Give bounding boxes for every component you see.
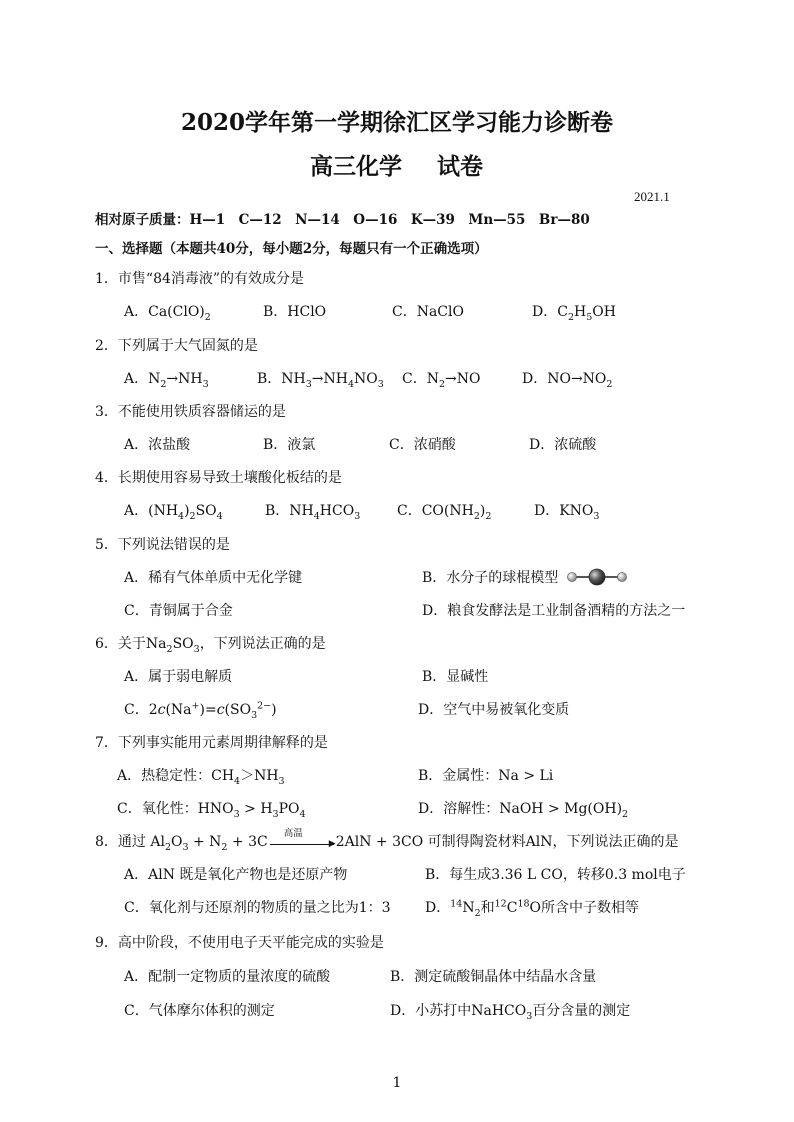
option-a: A．配制一定物质的量浓度的硫酸 [124, 969, 331, 985]
question-stem: 4．长期使用容易导致土壤酸化板结的是 [95, 470, 342, 486]
atomic-mass-line: 相对原子质量：H—1 C—12 N—14 O—16 K—39 Mn—55 Br—80 [95, 212, 590, 228]
option-b: B．$NH_4HCO_3$ [265, 503, 361, 522]
option-a: A．浓盐酸 [124, 437, 191, 453]
option-d: D．小苏打中NaHCO$_3$百分含量的测定 [390, 1003, 631, 1022]
option-b: B．显碱性 [422, 669, 489, 685]
option-d: D．$NO\to NO_2$ [522, 371, 613, 390]
option-a: A．AlN 既是氧化产物也是还原产物 [124, 867, 348, 883]
option-d: D．空气中易被氧化变质 [418, 702, 570, 718]
option-b: B．金属性：Na > Li [418, 768, 554, 784]
option-c: C．气体摩尔体积的测定 [124, 1003, 275, 1019]
reaction-arrow [270, 828, 336, 849]
question-stem: 5．下列说法错误的是 [95, 537, 230, 553]
option-b: B．每生成3.36 L CO，转移0.3 mol电子 [425, 867, 686, 883]
option-c: C．NaClO [392, 304, 464, 320]
option-d: D．粮食发酵法是工业制备酒精的方法之一 [422, 603, 686, 619]
option-d: D．$C_2H_5OH$ [532, 304, 616, 323]
exam-subject: 高三化学 [310, 153, 402, 180]
option-b: B．HClO [263, 304, 327, 320]
option-c: C．$N_2\to NO$ [402, 371, 481, 390]
question-stem: 1．市售“84消毒液”的有效成分是 [95, 271, 305, 287]
question-stem: 7．下列事实能用元素周期律解释的是 [95, 735, 328, 751]
question-stem: 2．下列属于大气固氮的是 [95, 338, 258, 354]
option-a: A．稀有气体单质中无化学键 [124, 570, 303, 586]
exam-title: 2020学年第一学期徐汇区学习能力诊断卷 [180, 109, 613, 136]
option-d: D．$KNO_3$ [534, 503, 600, 522]
arrow-head-icon: ▶ [328, 839, 336, 849]
option-c: C．氧化剂与还原剂的物质的量之比为1：3 [124, 900, 391, 916]
page-number: 1 [392, 1075, 402, 1091]
option-d: D．$^{14}N_2$和$^{12}C^{18}O$所含中子数相等 [425, 898, 640, 919]
option-d: D．浓硫酸 [529, 437, 597, 453]
option-c: C．浓硝酸 [389, 437, 456, 453]
question-stem: 6．关于$Na_2SO_3$，下列说法正确的是 [95, 636, 326, 655]
option-c: C．青铜属于合金 [124, 603, 233, 619]
option-a: A．$(NH_4)_2SO_4$ [124, 503, 223, 522]
option-a: A．$Ca(ClO)_2$ [124, 304, 211, 323]
option-a: A．热稳定性：$CH_4>NH_3$ [117, 768, 285, 787]
option-c: C．$2c(Na^+)=c(SO_3^{2-})$ [124, 700, 277, 721]
option-b: B．水分子的球棍模型 [422, 570, 559, 586]
water-ball-stick-model-icon [565, 568, 629, 586]
option-c: C．氧化性：$HNO_3 > H_3PO_4$ [117, 801, 306, 820]
option-b: B．测定硫酸铜晶体中结晶水含量 [390, 969, 597, 985]
question-stem: 9．高中阶段，不使用电子天平能完成的实验是 [95, 935, 384, 951]
reaction-condition: 高温 [283, 828, 303, 839]
option-b: B．液氯 [263, 437, 316, 453]
section-title: 一、选择题（本题共40分，每小题2分，每题只有一个正确选项） [95, 241, 488, 257]
question-stem: 3．不能使用铁质容器储运的是 [95, 404, 286, 420]
option-d: D．溶解性：NaOH > $Mg(OH)_2$ [418, 801, 629, 820]
option-c: C．$CO(NH_2)_2$ [397, 503, 492, 522]
exam-date: 2021.1 [634, 189, 670, 204]
option-b: B．$NH_3\to NH_4NO_3$ [257, 371, 384, 390]
question-stem: 8．通过 $Al_2O_3 + N_2 + 3C$ 高温 ▶ 2AlN + 3CO 可制得陶瓷材料AlN，下列说法正确的是 [95, 831, 678, 853]
option-a: A．属于弱电解质 [124, 669, 233, 685]
option-a: A．$N_2\to NH_3$ [124, 371, 209, 390]
exam-paper-label: 试卷 [437, 153, 483, 180]
